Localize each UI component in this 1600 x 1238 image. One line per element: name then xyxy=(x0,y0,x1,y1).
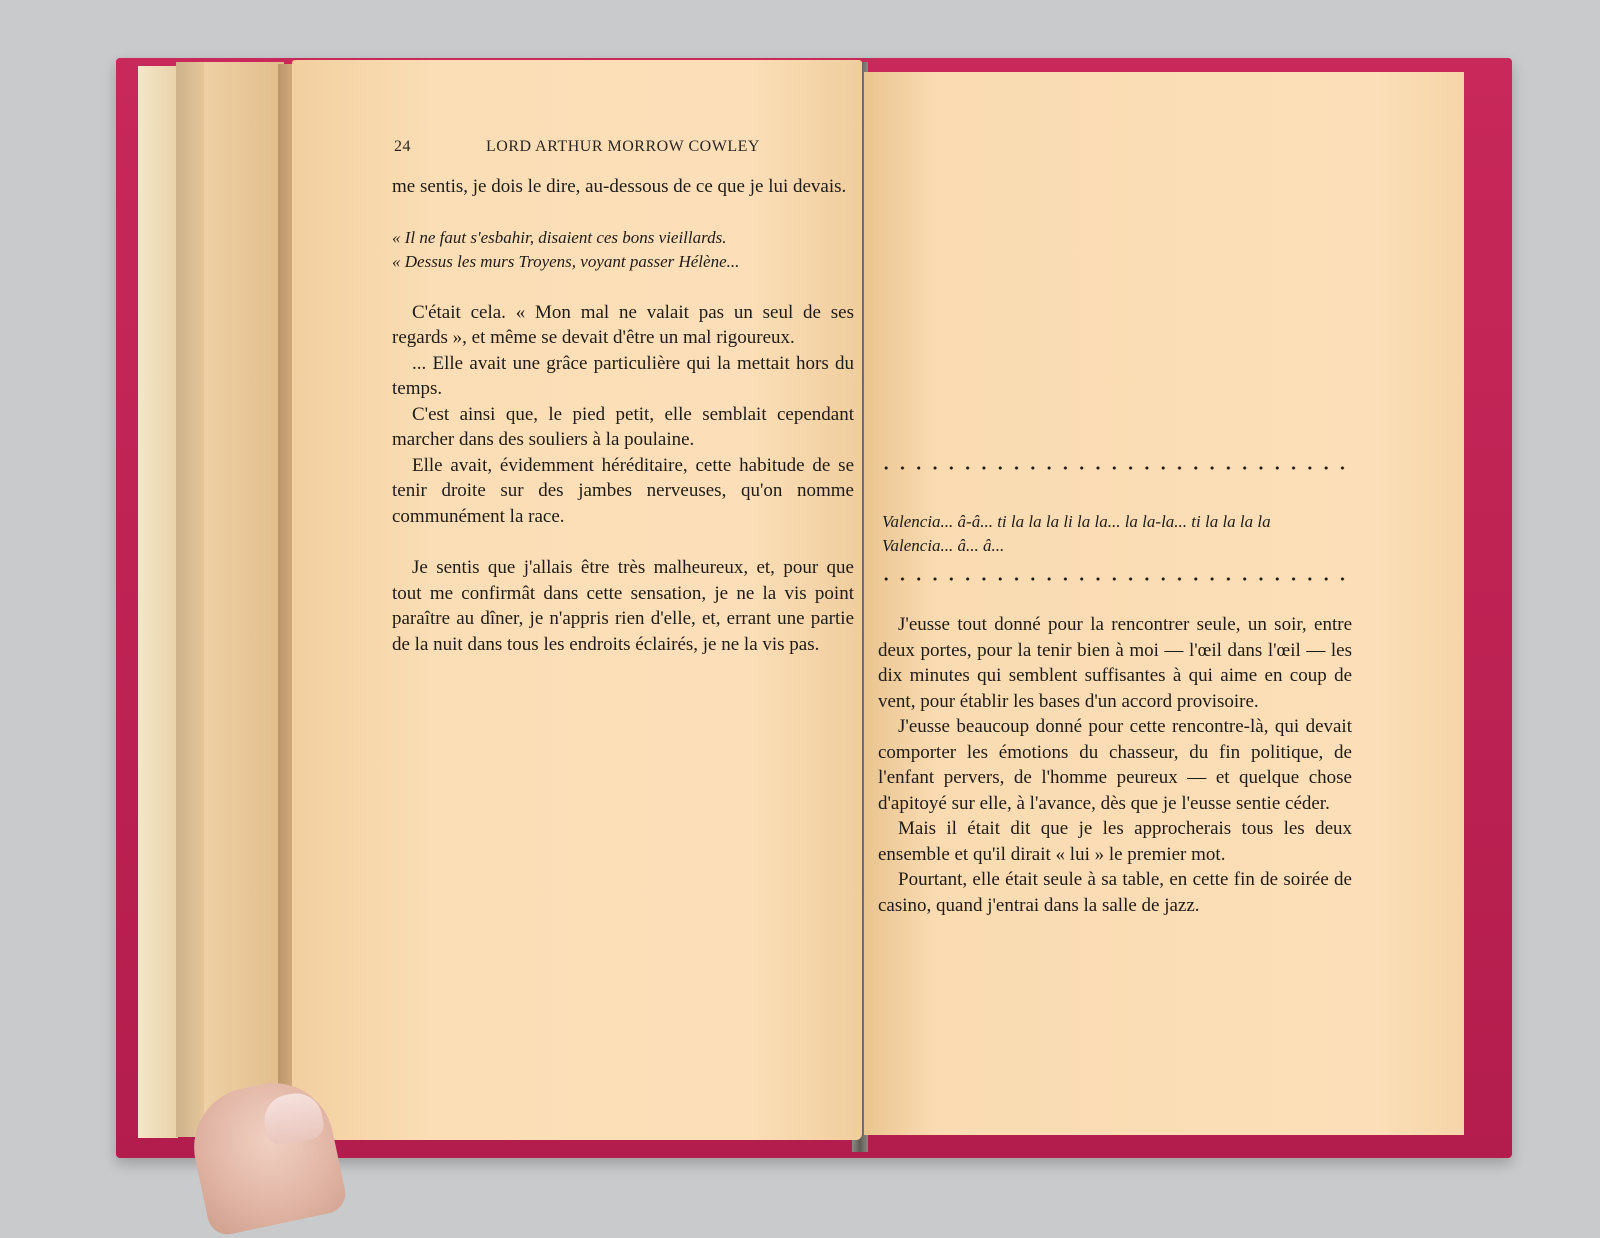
paragraph: J'eusse beaucoup donné pour cette rencontre-là, qui devait comporter les émotions du chasseur, du fin politique, de l'enfant pervers, de l'homme peureux — et quelque chose d'apitoyé sur elle, à l'avance, dès que je l'eusse sentie céder. xyxy=(878,716,1352,814)
song-line: Valencia... â-â... ti la la la li la la... la la-la... ti la la la la xyxy=(882,512,1271,531)
running-title: LORD ARTHUR MORROW COWLEY xyxy=(486,138,760,155)
paragraph: Mais il était dit que je les approcherais tous les deux ensemble et qu'il dirait « lui » le premier mot. xyxy=(878,818,1352,865)
song-line: Valencia... â... â... xyxy=(882,536,1005,555)
right-page xyxy=(864,72,1464,1135)
page-stack-edge xyxy=(138,66,178,1138)
left-text-block xyxy=(392,174,854,657)
paragraph: C'était cela. « Mon mal ne valait pas un seul de ses regards », et même se devait d'être un mal rigoureux. xyxy=(392,301,854,348)
right-text-block xyxy=(878,612,1352,918)
paragraph: Elle avait, évidemment héréditaire, cette habitude de se tenir droite sur des jambes nerveuses, qu'on nomme communément la race. xyxy=(392,454,854,527)
paragraph: Pourtant, elle était seule à sa table, en cette fin de soirée de casino, quand j'entrai dans la salle de jazz. xyxy=(878,869,1352,916)
paragraph: me sentis, je dois le dire, au-dessous de ce que je lui devais. xyxy=(392,176,847,197)
dotted-separator xyxy=(878,577,1352,581)
paragraph: J'eusse tout donné pour la rencontrer seule, un soir, entre deux portes, pour la tenir bien à moi — l'œil dans l'œil — les dix minutes qui semblent suffisantes à qui aime en coup de vent, pour établir les bases d'un accord provisoire. xyxy=(878,614,1352,712)
paragraph: C'est ainsi que, le pied petit, elle semblait cependant marcher dans des souliers à la poulaine. xyxy=(392,403,854,450)
dotted-separator xyxy=(878,466,1352,470)
page-number: 24 xyxy=(394,138,411,155)
verse-line: « Dessus les murs Troyens, voyant passer Hélène... xyxy=(392,251,740,271)
song-lyrics xyxy=(882,510,1352,558)
paragraph: ... Elle avait une grâce particulière qui la mettait hors du temps. xyxy=(392,352,854,399)
left-page xyxy=(292,60,862,1140)
page-stack-edge xyxy=(176,62,206,1137)
paragraph: Je sentis que j'allais être très malheureux, et, pour que tout me confirmât dans cette sensation, je ne la vis point paraître au dîner, je n'appris rien d'elle, et, errant une partie de la nuit dans tous les endroits éclairés, je ne la vis pas. xyxy=(392,557,854,655)
page-stack-edge xyxy=(204,62,284,1134)
verse-line: « Il ne faut s'esbahir, disaient ces bons vieillards. xyxy=(392,227,727,247)
